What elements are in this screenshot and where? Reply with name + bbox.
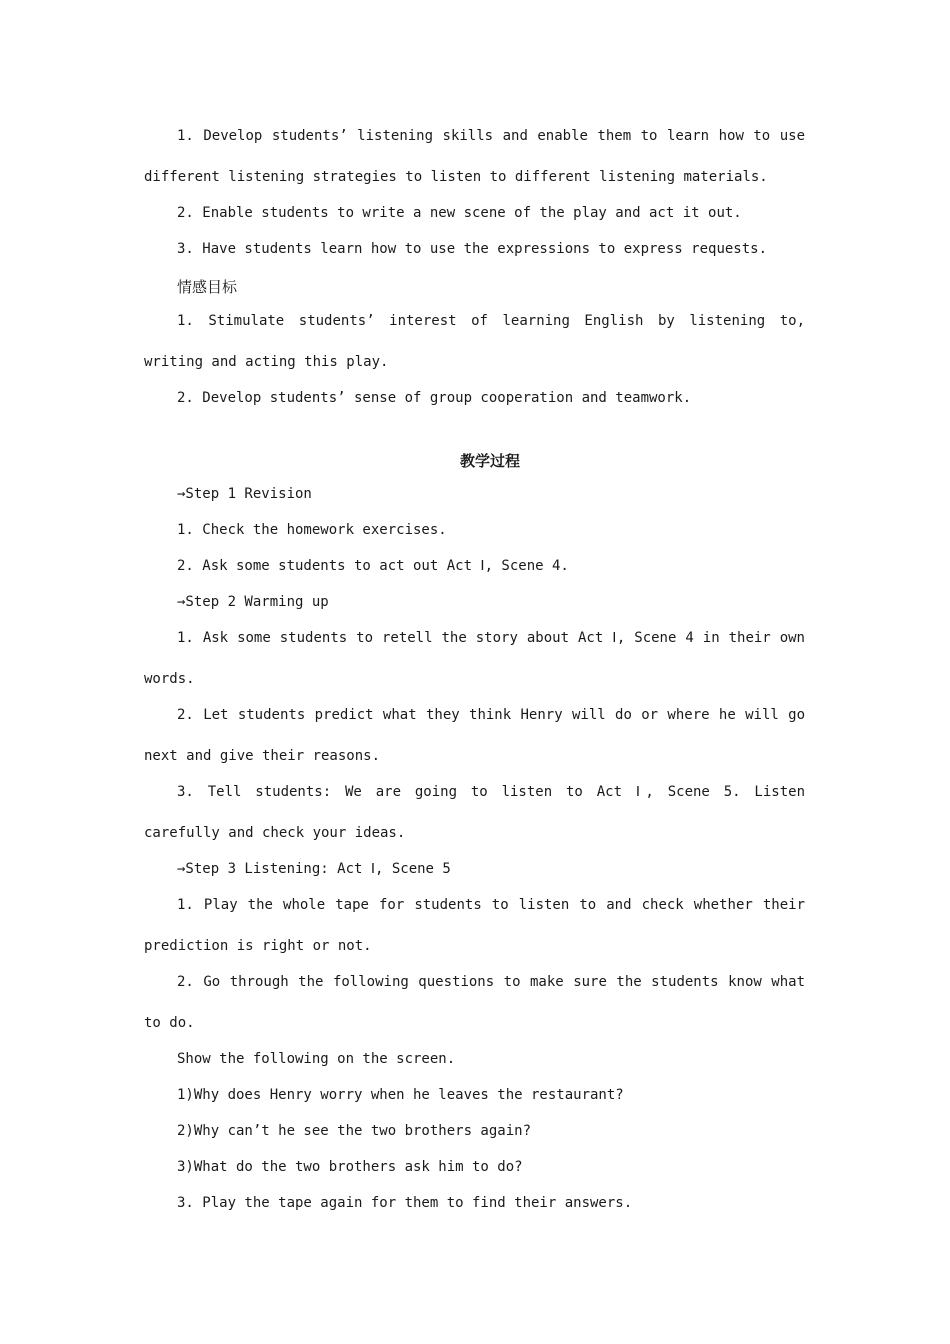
skills-item-3: 3. Have students learn how to use the expressions to express requests.	[177, 241, 768, 257]
step3-item-2-line-1: 2. Go through the following questions to make sure the students know what	[177, 974, 805, 990]
emotion-item-1-line-1: 1. Stimulate students’ interest of learning English by listening to,	[177, 313, 805, 329]
emotion-heading: 情感目标	[177, 278, 238, 296]
process-title: 教学过程	[459, 452, 520, 470]
step2-item-1-line-2: words.	[144, 671, 195, 687]
emotion-item-1-line-2: writing and acting this play.	[144, 354, 389, 370]
step3-item-3: 3. Play the tape again for them to find their answers.	[177, 1195, 633, 1211]
skills-item-1-line-1: 1. Develop students’ listening skills and enable them to learn how to use	[177, 128, 805, 144]
step2-title: →Step 2 Warming up	[177, 594, 329, 610]
step2-item-3-line-2: carefully and check your ideas.	[144, 825, 406, 841]
skills-item-2: 2. Enable students to write a new scene of the play and act it out.	[177, 205, 742, 221]
emotion-item-2: 2. Develop students’ sense of group cooperation and teamwork.	[177, 390, 692, 406]
step3-item-2-line-2: to do.	[144, 1015, 195, 1031]
skills-item-1-line-2: different listening strategies to listen to different listening materials.	[144, 169, 768, 185]
step1-item-1: 1. Check the homework exercises.	[177, 522, 447, 538]
step2-item-2-line-2: next and give their reasons.	[144, 748, 381, 764]
step1-item-2: 2. Ask some students to act out Act Ⅰ, Scene 4.	[177, 558, 569, 574]
step3-show-instruction: Show the following on the screen.	[177, 1051, 456, 1067]
step3-item-1-line-2: prediction is right or not.	[144, 938, 372, 954]
step3-question-1: 1)Why does Henry worry when he leaves the restaurant?	[177, 1087, 624, 1103]
step3-question-3: 3)What do the two brothers ask him to do?	[177, 1159, 523, 1175]
step3-question-2: 2)Why can’t he see the two brothers again?	[177, 1123, 532, 1139]
step2-item-3-line-1: 3. Tell students: We are going to listen to Act Ⅰ, Scene 5. Listen	[177, 784, 805, 800]
step2-item-2-line-1: 2. Let students predict what they think Henry will do or where he will go	[177, 707, 805, 723]
step3-title: →Step 3 Listening: Act Ⅰ, Scene 5	[177, 861, 451, 877]
step3-item-1-line-1: 1. Play the whole tape for students to listen to and check whether their	[177, 897, 805, 913]
step2-item-1-line-1: 1. Ask some students to retell the story about Act Ⅰ, Scene 4 in their own	[177, 630, 805, 646]
step1-title: →Step 1 Revision	[177, 486, 312, 502]
